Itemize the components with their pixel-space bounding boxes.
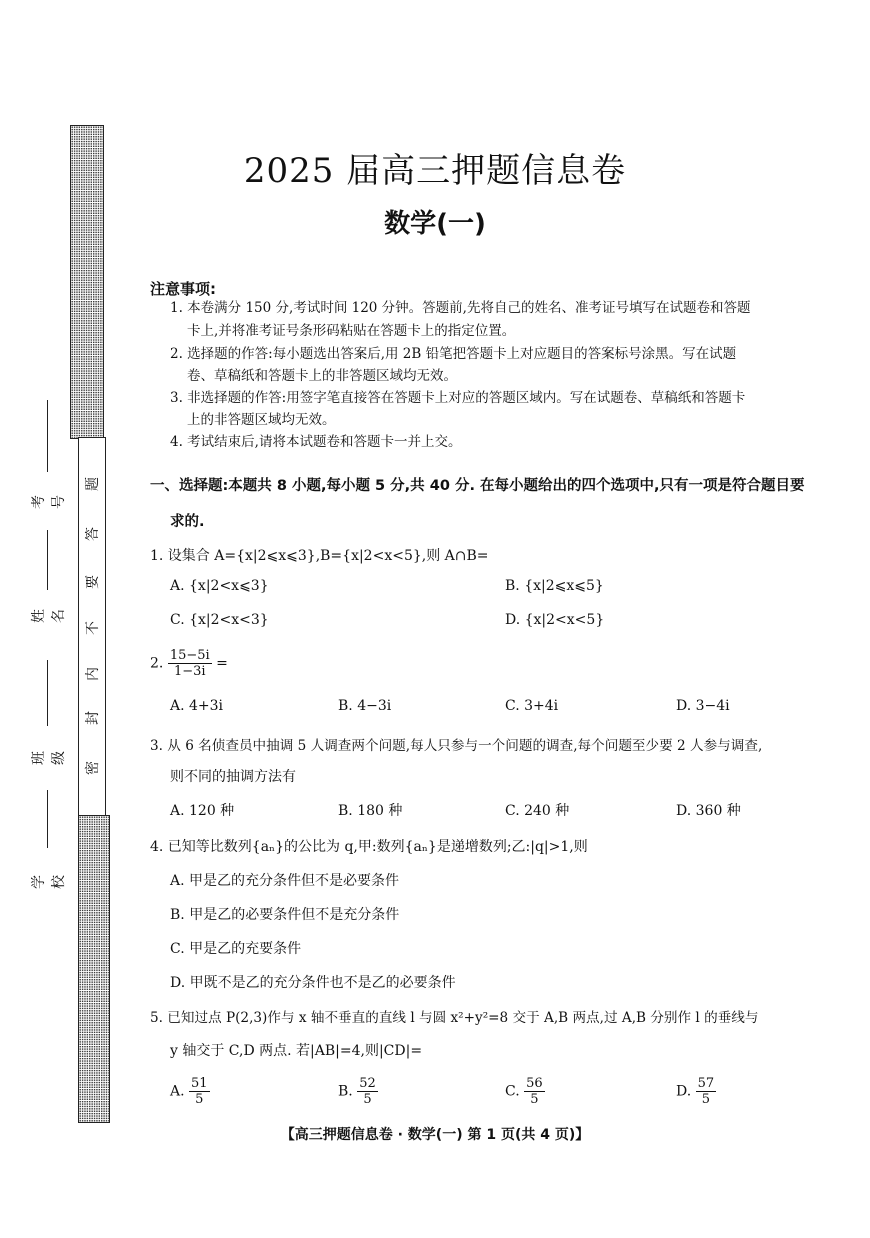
denominator: 5 xyxy=(363,1092,372,1107)
q1-option-b: B. {x|2⩽x⩽5} xyxy=(505,578,604,594)
q4-option-c: C. 甲是乙的充要条件 xyxy=(170,941,302,957)
q2-fraction xyxy=(168,648,212,679)
seal-char: 内 xyxy=(85,667,101,681)
q2-option-d: D. 3−4i xyxy=(676,698,730,714)
name-label: 姓名 xyxy=(31,609,67,623)
q5-option-a xyxy=(170,1076,210,1107)
exam-number-label: 考号 xyxy=(31,495,67,509)
numerator: 52 xyxy=(359,1076,376,1091)
denominator: 5 xyxy=(530,1092,539,1107)
q3-option-d: D. 360 种 xyxy=(676,803,741,819)
q5-option-b-label: B. xyxy=(338,1083,353,1100)
q5-option-c xyxy=(505,1076,545,1107)
q2-numerator: 15−5i xyxy=(169,648,210,663)
q5-option-c-fraction xyxy=(524,1076,545,1107)
notice-item: 4. 考试结束后,请将本试题卷和答题卡一并上交。 xyxy=(170,434,462,450)
seal-char: 要 xyxy=(85,575,101,589)
q1-option-d: D. {x|2<x<5} xyxy=(505,612,605,628)
q3-option-c: C. 240 种 xyxy=(505,803,570,819)
q2-option-c: C. 3+4i xyxy=(505,698,559,714)
section-heading: 一、选择题:本题共 8 小题,每小题 5 分,共 40 分. 在每小题给出的四个选项中,只有一项是符合题目要 xyxy=(150,478,805,494)
q2-denominator: 1−3i xyxy=(173,664,206,679)
binding-pattern-bottom xyxy=(78,815,110,1123)
q5-option-b-fraction xyxy=(357,1076,378,1107)
name-field xyxy=(28,530,68,660)
q3-option-a: A. 120 种 xyxy=(170,803,235,819)
q5-option-a-fraction xyxy=(189,1076,210,1107)
q5-option-c-label: C. xyxy=(505,1083,520,1100)
q5-option-d xyxy=(676,1076,716,1107)
school-field xyxy=(28,790,68,900)
q1-option-a: A. {x|2<x⩽3} xyxy=(170,578,269,594)
seal-char: 密 xyxy=(85,761,101,775)
notice-item: 1. 本卷满分 150 分,考试时间 120 分钟。答题前,先将自己的姓名、准考证号填写在试题卷和答题 xyxy=(170,300,751,316)
question-3: 3. 从 6 名侦查员中抽调 5 人调查两个问题,每人只参与一个问题的调查,每个问题至少要 2 人参与调查, xyxy=(150,738,763,754)
fill-line xyxy=(47,790,48,848)
exam-number-field xyxy=(28,400,68,530)
q4-option-d: D. 甲既不是乙的充分条件也不是乙的必要条件 xyxy=(170,975,456,991)
q1-option-c: C. {x|2<x<3} xyxy=(170,612,269,628)
q5-option-d-label: D. xyxy=(676,1083,692,1100)
question-4: 4. 已知等比数列{aₙ}的公比为 q,甲:数列{aₙ}是递增数列;乙:|q|>1,则 xyxy=(150,839,588,855)
seal-char: 答 xyxy=(85,527,101,541)
seal-char: 题 xyxy=(85,477,101,491)
q4-option-b: B. 甲是乙的必要条件但不是充分条件 xyxy=(170,907,400,923)
page-title: 2025 届高三押题信息卷 xyxy=(243,151,627,191)
section-heading-cont: 求的. xyxy=(170,514,205,530)
denominator: 5 xyxy=(195,1092,204,1107)
denominator: 5 xyxy=(701,1092,711,1107)
notice-item: 3. 非选择题的作答:用签字笔直接答在答题卡上对应的答题区域内。写在试题卷、草稿纸和答题卡 xyxy=(170,390,746,406)
fill-line xyxy=(47,660,48,726)
numerator: 56 xyxy=(526,1076,543,1091)
seal-char: 封 xyxy=(85,711,101,725)
q5-option-d-fraction xyxy=(696,1076,717,1107)
class-label: 班级 xyxy=(31,751,67,765)
question-2 xyxy=(150,648,228,679)
fill-line xyxy=(47,400,48,472)
seal-line-box xyxy=(78,437,106,817)
question-1: 1. 设集合 A={x|2⩽x⩽3},B={x|2<x<5},则 A∩B= xyxy=(150,548,489,564)
fill-line xyxy=(47,530,48,590)
numerator: 57 xyxy=(697,1076,715,1091)
q5-option-a-label: A. xyxy=(170,1083,185,1100)
q5-option-b xyxy=(338,1076,378,1107)
page-footer: 【高三押题信息卷 · 数学(一) 第 1 页(共 4 页)】 xyxy=(280,1127,590,1143)
q4-option-a: A. 甲是乙的充分条件但不是必要条件 xyxy=(170,873,400,889)
notice-heading: 注意事项: xyxy=(150,280,216,298)
q2-prefix: 2. xyxy=(150,655,164,672)
numerator: 51 xyxy=(191,1076,208,1091)
question-3-cont: 则不同的抽调方法有 xyxy=(170,769,296,785)
notice-item: 卷、草稿纸和答题卡上的非答题区域均无效。 xyxy=(187,368,457,384)
page-subtitle: 数学(一) xyxy=(384,209,486,239)
q2-option-a: A. 4+3i xyxy=(170,698,224,714)
question-5-cont: y 轴交于 C,D 两点. 若|AB|=4,则|CD|= xyxy=(170,1043,423,1059)
question-5: 5. 已知过点 P(2,3)作与 x 轴不垂直的直线 l 与圆 x²+y²=8 交于 A,B 两点,过 A,B 分别作 l 的垂线与 xyxy=(150,1010,759,1026)
notice-item: 2. 选择题的作答:每小题选出答案后,用 2B 铅笔把答题卡上对应题目的答案标号涂黑。写在试题 xyxy=(170,346,737,362)
q3-option-b: B. 180 种 xyxy=(338,803,403,819)
seal-char: 不 xyxy=(85,621,101,635)
q2-suffix: = xyxy=(216,655,228,672)
notice-item: 上的非答题区域均无效。 xyxy=(187,412,336,428)
notice-item: 卡上,并将准考证号条形码粘贴在答题卡上的指定位置。 xyxy=(187,323,516,339)
class-field xyxy=(28,660,68,790)
school-label: 学校 xyxy=(31,875,67,889)
q2-option-b: B. 4−3i xyxy=(338,698,392,714)
